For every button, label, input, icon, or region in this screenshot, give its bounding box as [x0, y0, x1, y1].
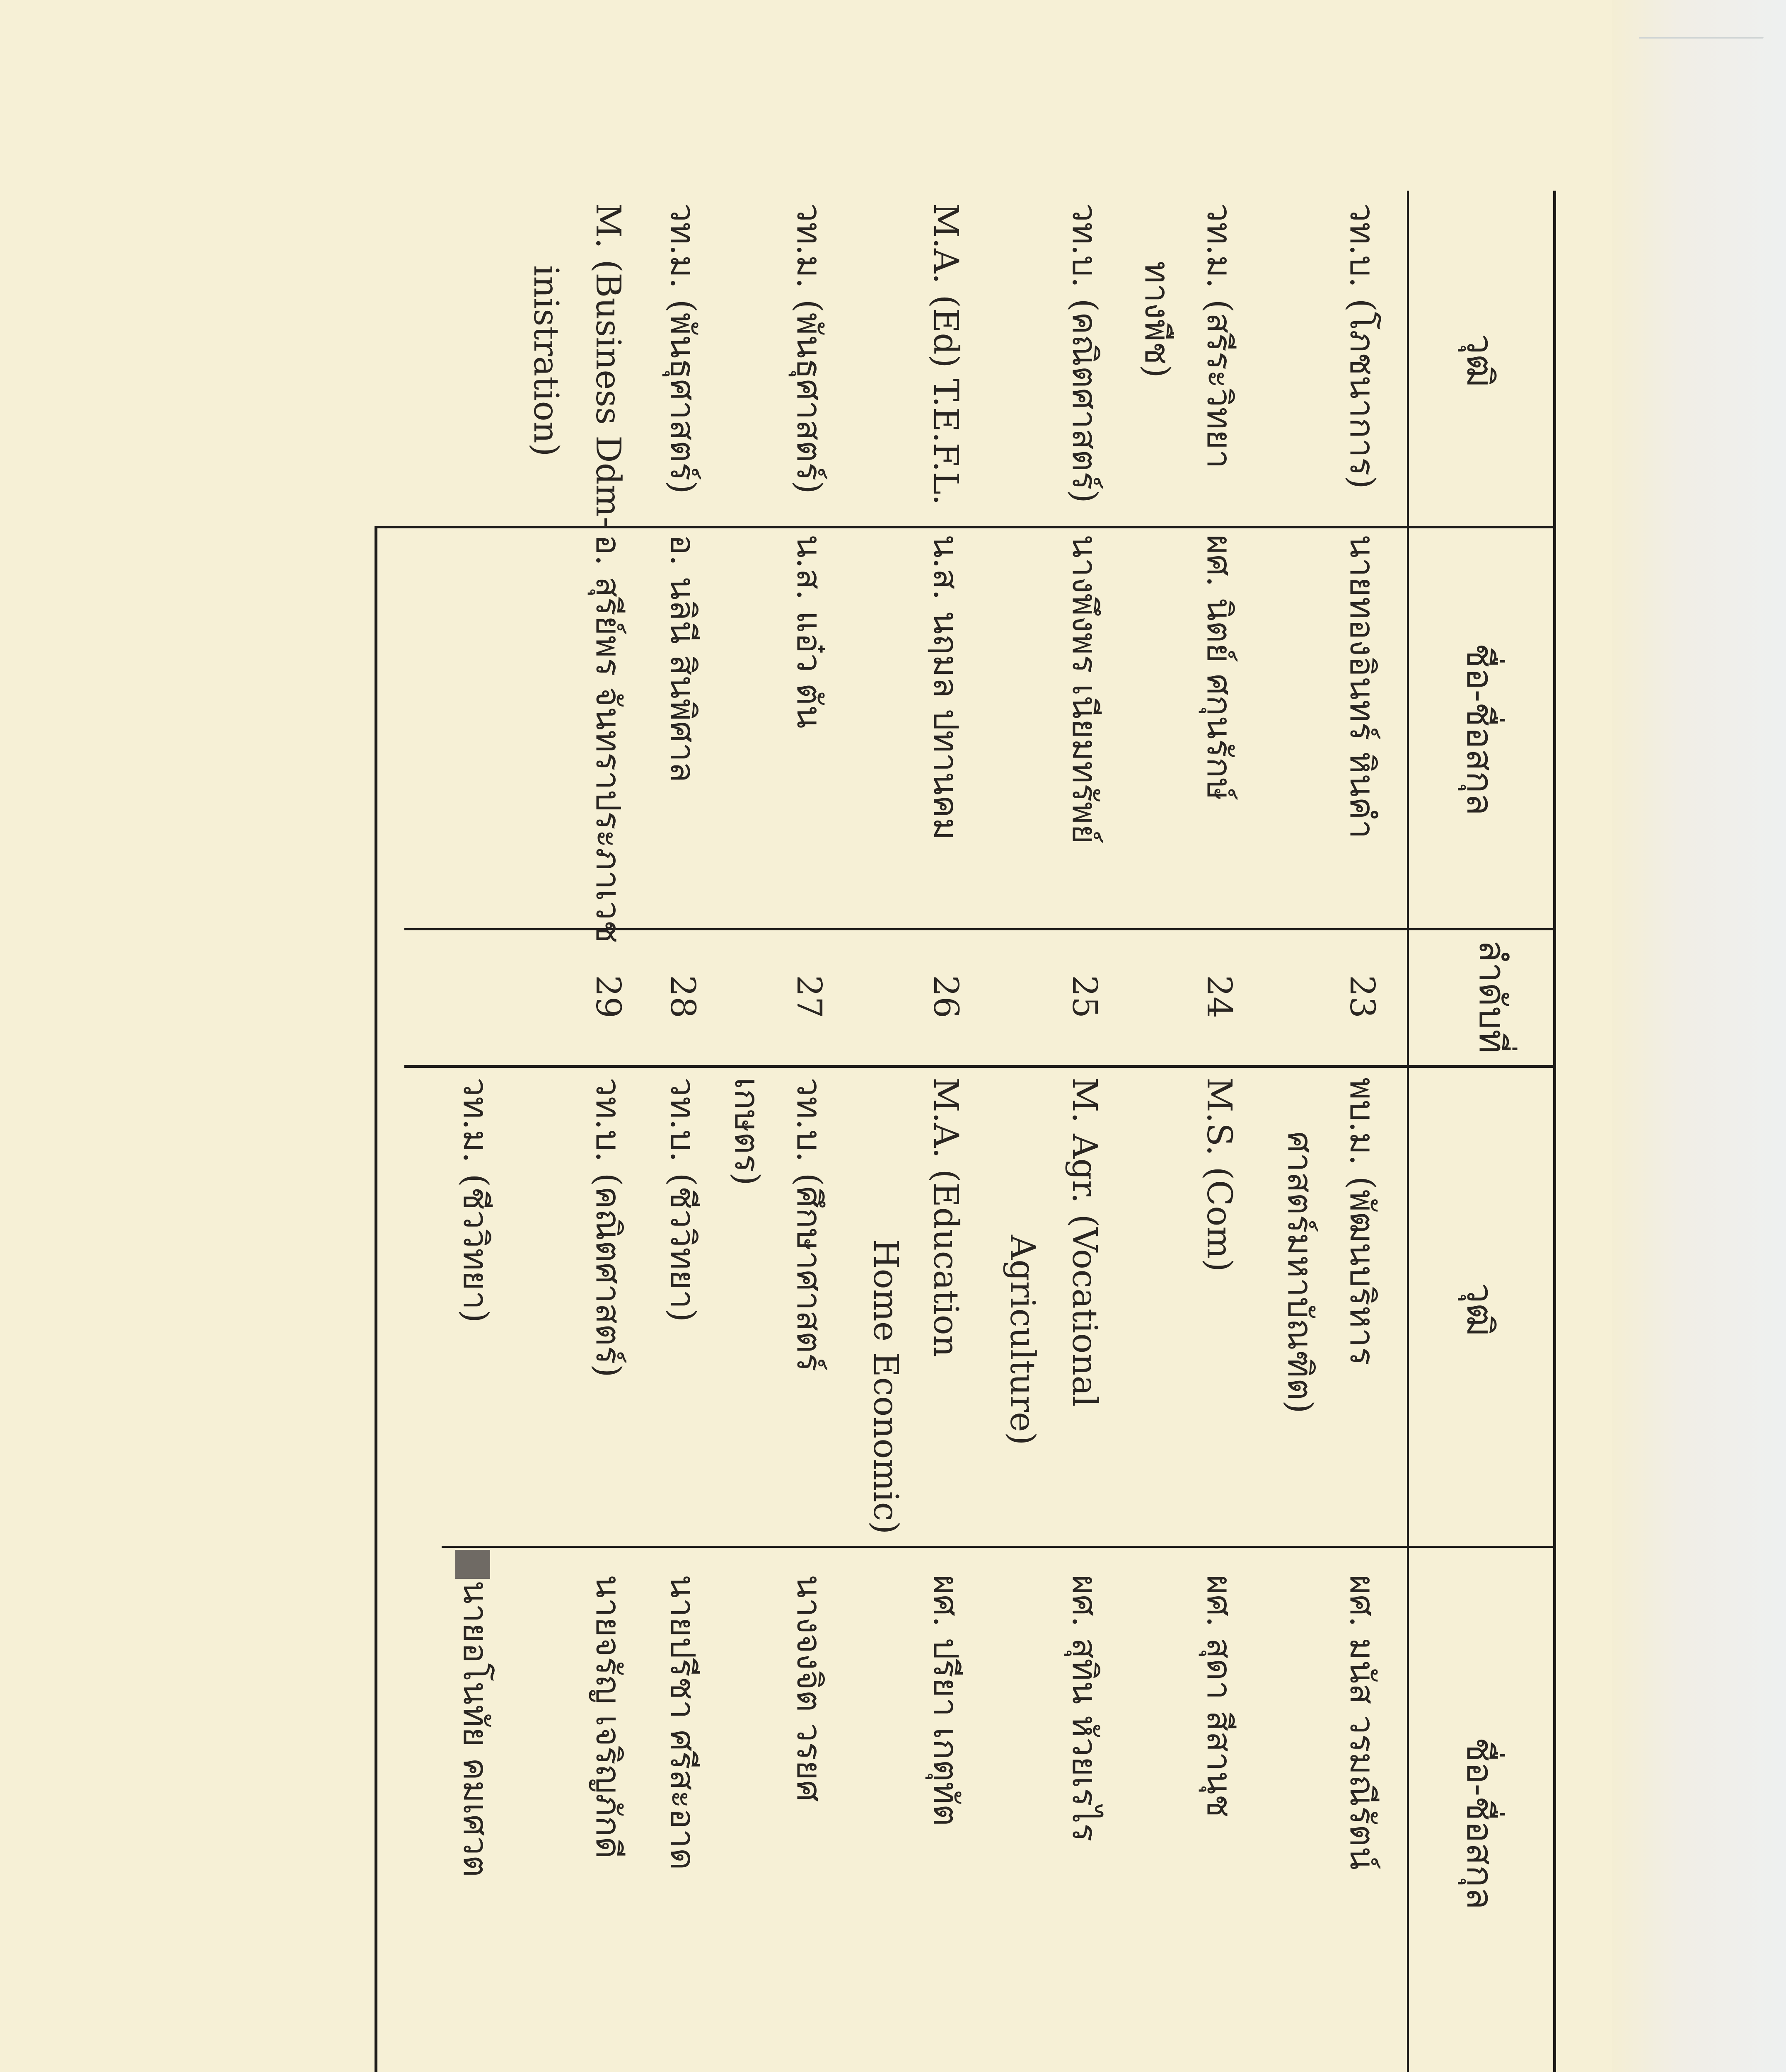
row-22-name: [451, 1550, 500, 1877]
row-28-degree-1: วท.ม. (พันธุศาสตร์): [663, 203, 702, 494]
row-29-degree-2: inistration): [526, 265, 566, 457]
row-24-degree-1: วท.ม. (สรีระวิทยา: [1199, 203, 1239, 469]
row-23-degree-1: วท.บ. (โภชนาการ): [1342, 203, 1382, 489]
left-degree-header: วุฒิ: [1459, 1283, 1501, 1336]
row-21-degree-1: วท.บ. (คณิตศาสตร์): [588, 1077, 628, 1377]
right-no-divider: [404, 928, 1556, 930]
table-top-border: [1553, 191, 1556, 2072]
row-23-name: นายทองอินทร์ หินคำ: [1342, 535, 1382, 839]
row-18-degree-2: Home Economic): [866, 1239, 905, 1535]
row-25-degree-1: วท.บ. (คณิตศาสตร์): [1065, 203, 1104, 503]
row-17-name: ผศ. สุทิน หัวยเรไร: [1065, 1575, 1104, 1842]
row-17-degree-1: M. Agr. (Vocational: [1065, 1077, 1104, 1407]
row-26-no: 26: [926, 975, 965, 1019]
row-19-name: นางจงจิต วรยศ: [789, 1575, 829, 1802]
row-21-name: นายจรัญ เจริญภักดี: [588, 1575, 628, 1859]
row-24-degree-2: ทางพืช): [1137, 261, 1177, 378]
table-bottom-border: [375, 526, 377, 2072]
header-divider: [1407, 191, 1409, 2072]
row-26-degree-1: M.A. (Ed) T.E.F.L.: [926, 203, 965, 506]
row-15-degree-2: ศาสตร์มหาบัณฑิต): [1280, 1131, 1320, 1414]
row-27-degree-1: วท.ม. (พันธุศาสตร์): [789, 203, 829, 494]
row-18-name: ผศ. ปรียา เกตุทัต: [926, 1575, 965, 1826]
row-27-no: 27: [789, 975, 829, 1019]
row-15-name: ผศ. มนัส วรมณีรัตน์: [1342, 1575, 1382, 1870]
right-name-divider: [375, 526, 1556, 528]
row-15-degree-1: พบ.ม. (พัฒนบริหาร: [1342, 1077, 1382, 1365]
middle-divider: [404, 1065, 1556, 1068]
row-16-name: ผศ. สุดา สีสานุช: [1199, 1575, 1239, 1818]
row-16-degree-1: M.S. (Com): [1199, 1077, 1239, 1272]
right-name-header: ชื่อ-ชื่อสกุล: [1459, 643, 1501, 816]
row-28-no: 28: [663, 975, 702, 1019]
row-27-name: น.ส. แอ๋ว ตัน: [789, 535, 829, 729]
row-22-name-text: นายอโนทัย คมเศวต: [456, 1581, 495, 1877]
left-name-divider: [442, 1546, 1556, 1548]
row-25-no: 25: [1065, 975, 1104, 1019]
row-19-degree-2: เกษตร): [727, 1077, 766, 1186]
row-19-degree-1: วท.บ. (ศึกษาศาสตร์: [789, 1077, 829, 1372]
row-26-name: น.ส. นฤมล ปทานคม: [926, 535, 965, 840]
row-22-degree-1: วท.ม. (ชีววิทยา): [456, 1077, 495, 1323]
row-29-name: อ. สุรีย์พร จันทราประภาเวช: [588, 535, 628, 943]
row-20-name: นายปรีชา ศรีสะอาด: [663, 1575, 702, 1870]
right-no-header: ลำดับที่: [1471, 939, 1514, 1054]
row-25-name: นางพึงพร เนียมทรัพย์: [1065, 535, 1104, 844]
row-18-degree-1: M.A. (Education: [926, 1077, 965, 1357]
row-28-name: อ. นลินี สินพิศาล: [663, 535, 702, 783]
row-23-no: 23: [1342, 975, 1382, 1019]
row-17-degree-2: Agriculture): [1003, 1235, 1042, 1445]
left-name-header: ชื่อ-ชื่อสกุล: [1459, 1737, 1501, 1910]
row-20-degree-1: วท.บ. (ชีววิทยา): [663, 1077, 702, 1322]
right-degree-header: วุฒิ: [1459, 334, 1501, 387]
row-24-name: ผศ. นิตย์ ศกุนรักษ์: [1199, 535, 1239, 801]
row-29-degree-1: M. (Business Ddm-: [588, 203, 628, 528]
row-29-no: 29: [588, 975, 628, 1019]
row-24-no: 24: [1199, 975, 1239, 1019]
ink-blot-mark: [456, 1550, 491, 1579]
